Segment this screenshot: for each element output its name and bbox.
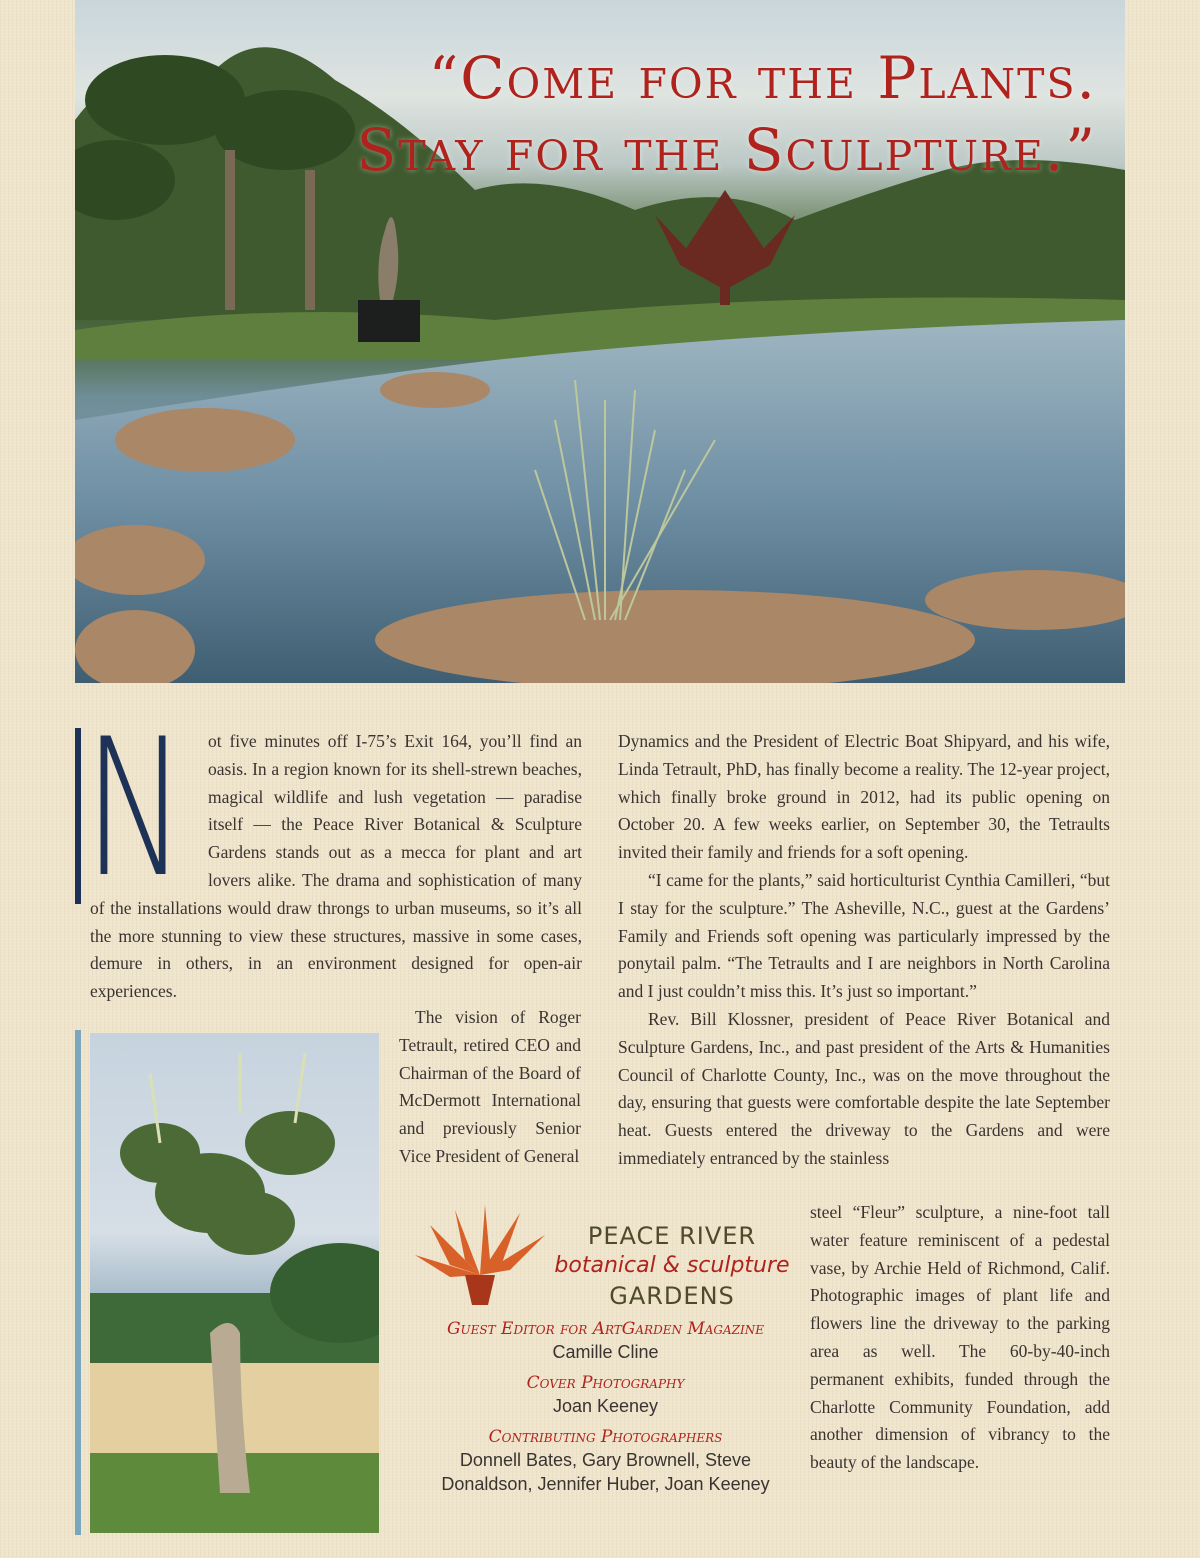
- article-paragraph-5: Rev. Bill Klossner, president of Peace River Botanical and Sculpture Gardens, Inc., and past president of the Arts & Humanities Council of Charlotte County, Inc., was on the move throughout the day, ensuring that guests were comfortable despite the late September heat. Guests entered the driveway to the Gardens and were immediately entranced by the stainless: [618, 1008, 1110, 1168]
- article-paragraph-4: “I came for the plants,” said horticulturist Cynthia Camilleri, “but I stay for the sculpture.” The Asheville, N.C., guest at the Gardens’ Family and Friends soft opening was particularly impressed by the ponytail palm. “The Tetraults and I are neighbors in North Carolina and I just couldn’t miss this. It’s just so important.”: [618, 869, 1110, 1002]
- page-title: [357, 42, 1097, 186]
- accent-bar: [75, 1030, 81, 1535]
- article-paragraph-2: The vision of Roger Tetrault, retired CEO and Chairman of the Board of McDermott International and previously Senior Vice President of General: [399, 1007, 581, 1166]
- article-paragraph-3: Dynamics and the President of Electric Boat Shipyard, and his wife, Linda Tetrault, PhD, has finally become a reality. The 12-year project, which finally broke ground in 2012, had its public opening on October 20. A few weeks earlier, on September 30, the Tetraults invited their family and friends for a soft opening.: [618, 731, 1110, 863]
- article-column-right: [618, 728, 1110, 1173]
- article-column-left: [84, 698, 582, 1006]
- article-column-left-narrow: [399, 1004, 581, 1171]
- guest-editor-heading: Guest Editor for ArtGarden Magazine: [446, 1319, 765, 1339]
- leaf-fan-logo-icon: [410, 1205, 550, 1313]
- hero-photo: [75, 0, 1125, 683]
- drop-cap: N: [84, 698, 187, 919]
- logo-line-1: PEACE RIVER: [587, 1222, 757, 1250]
- logo-wordmark: [552, 1221, 792, 1311]
- title-line-2: Stay for the Sculpture.”: [356, 116, 1097, 184]
- article-paragraph-6: steel “Fleur” sculpture, a nine-foot tall water feature reminiscent of a pedestal vase, by Archie Held of Richmond, Calif. Photographic images of plant life and flowers line the driveway to the parking area as well. The 60-by-40-inch permanent exhibits, funded through the Charlotte Community Foundation, add another dimension of vibrancy to the beauty of the landscape.: [810, 1202, 1110, 1473]
- guest-editor-name: Camille Cline: [552, 1342, 659, 1362]
- gardens-logo: [410, 1205, 795, 1313]
- logo-line-3: GARDENS: [609, 1282, 735, 1310]
- dropcap-bar: [75, 728, 81, 904]
- contributing-photographers-heading: Contributing Photographers: [488, 1427, 723, 1447]
- article-column-right-narrow: [810, 1199, 1110, 1477]
- contributing-photographers-line-2: Donaldson, Jennifer Huber, Joan Keeney: [441, 1474, 770, 1494]
- title-line-1: “Come for the Plants.: [428, 44, 1097, 112]
- article-paragraph-1: ot five minutes off I-75’s Exit 164, you’ll find an oasis. In a region known for its shell-strewn beaches, magical wildlife and lush vegetation — paradise itself — the Peace River Botanical & Sculpture Gardens stands out as a mecca for plant and art lovers alike. The drama and sophistication of many of the installations would draw throngs to urban museums, so it’s all the more stunning to view these structures, massive in some cases, demure in others, in an environment designed for open-air experiences.: [90, 731, 582, 1002]
- logo-line-2: botanical & sculpture: [554, 1253, 790, 1278]
- cover-photography-heading: Cover Photography: [526, 1373, 685, 1393]
- credits: [408, 1318, 803, 1496]
- contributing-photographers-line-1: Donnell Bates, Gary Brownell, Steve: [459, 1450, 752, 1470]
- ponytail-palm-illustration: [90, 1033, 379, 1533]
- cover-photographer-name: Joan Keeney: [552, 1396, 659, 1416]
- ponytail-palm-photo: [90, 1033, 379, 1533]
